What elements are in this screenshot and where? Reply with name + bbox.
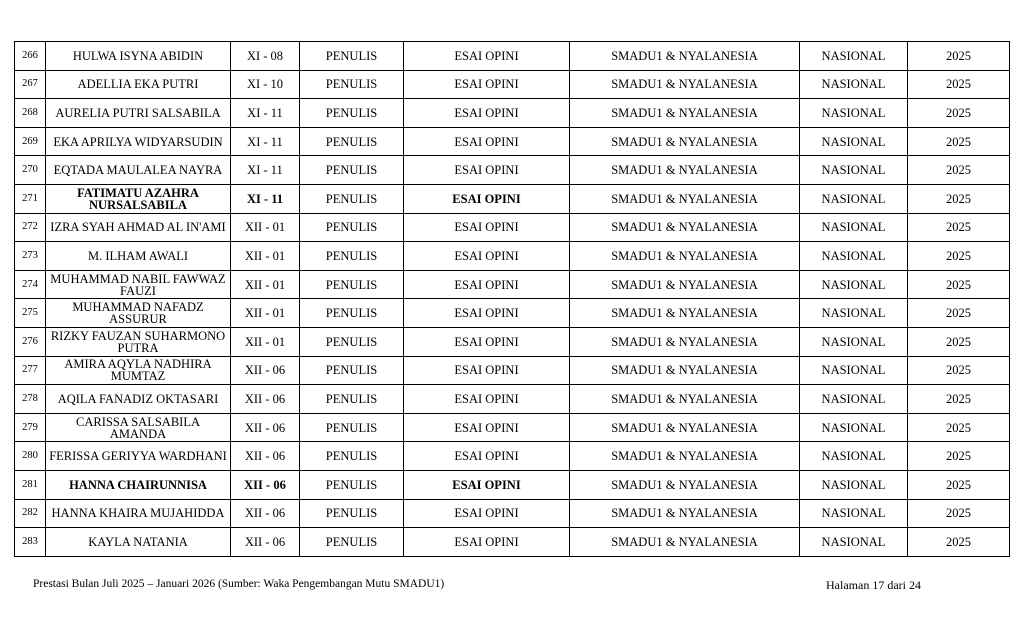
table-row [15,70,1010,99]
table-row [15,499,1010,528]
cell-student-name: RIZKY FAUZAN SUHARMONO PUTRA [46,327,231,356]
cell-class: XII - 06 [231,528,300,557]
cell-level: NASIONAL [800,213,908,242]
cell-number: 269 [15,127,46,156]
cell-student-name: MUHAMMAD NABIL FAWWAZ FAUZI [46,270,231,299]
cell-class: XI - 11 [231,156,300,185]
table-row [15,270,1010,299]
cell-role: PENULIS [300,528,404,557]
table-row [15,528,1010,557]
cell-level: NASIONAL [800,242,908,271]
cell-organizer: SMADU1 & NYALANESIA [570,470,800,499]
cell-class: XI - 11 [231,127,300,156]
cell-level: NASIONAL [800,528,908,557]
cell-level: NASIONAL [800,42,908,71]
cell-role: PENULIS [300,99,404,128]
cell-category: ESAI OPINI [404,385,570,414]
cell-category: ESAI OPINI [404,242,570,271]
cell-role: PENULIS [300,184,404,213]
cell-organizer: SMADU1 & NYALANESIA [570,42,800,71]
table-row [15,184,1010,213]
cell-year: 2025 [908,528,1010,557]
cell-category: ESAI OPINI [404,270,570,299]
cell-role: PENULIS [300,270,404,299]
cell-number: 273 [15,242,46,271]
cell-organizer: SMADU1 & NYALANESIA [570,356,800,385]
table-row [15,213,1010,242]
cell-class: XII - 01 [231,270,300,299]
cell-class: XII - 06 [231,413,300,442]
cell-number: 272 [15,213,46,242]
cell-student-name: AMIRA AQYLA NADHIRA MUMTAZ [46,356,231,385]
cell-role: PENULIS [300,156,404,185]
cell-class: XII - 06 [231,356,300,385]
cell-student-name: ADELLIA EKA PUTRI [46,70,231,99]
table-row [15,299,1010,328]
cell-student-name: HULWA ISYNA ABIDIN [46,42,231,71]
cell-level: NASIONAL [800,499,908,528]
cell-role: PENULIS [300,413,404,442]
cell-year: 2025 [908,385,1010,414]
cell-class: XI - 08 [231,42,300,71]
cell-category: ESAI OPINI [404,528,570,557]
cell-role: PENULIS [300,127,404,156]
cell-organizer: SMADU1 & NYALANESIA [570,299,800,328]
cell-student-name: AQILA FANADIZ OKTASARI [46,385,231,414]
table-row [15,156,1010,185]
cell-category: ESAI OPINI [404,356,570,385]
cell-year: 2025 [908,213,1010,242]
table-row [15,470,1010,499]
cell-student-name: EQTADA MAULALEA NAYRA [46,156,231,185]
cell-role: PENULIS [300,327,404,356]
cell-student-name: FERISSA GERIYYA WARDHANI [46,442,231,471]
table-row [15,442,1010,471]
cell-year: 2025 [908,127,1010,156]
cell-category: ESAI OPINI [404,127,570,156]
cell-category: ESAI OPINI [404,413,570,442]
cell-year: 2025 [908,184,1010,213]
cell-number: 270 [15,156,46,185]
cell-category: ESAI OPINI [404,42,570,71]
cell-number: 280 [15,442,46,471]
cell-category: ESAI OPINI [404,213,570,242]
cell-class: XII - 01 [231,242,300,271]
cell-level: NASIONAL [800,385,908,414]
cell-organizer: SMADU1 & NYALANESIA [570,270,800,299]
cell-organizer: SMADU1 & NYALANESIA [570,499,800,528]
cell-class: XII - 06 [231,385,300,414]
cell-class: XII - 01 [231,299,300,328]
cell-category: ESAI OPINI [404,327,570,356]
cell-number: 278 [15,385,46,414]
cell-year: 2025 [908,156,1010,185]
cell-organizer: SMADU1 & NYALANESIA [570,213,800,242]
cell-student-name: AURELIA PUTRI SALSABILA [46,99,231,128]
cell-role: PENULIS [300,42,404,71]
table-body [15,42,1010,557]
cell-level: NASIONAL [800,156,908,185]
cell-category: ESAI OPINI [404,156,570,185]
cell-role: PENULIS [300,442,404,471]
table-row [15,42,1010,71]
cell-number: 274 [15,270,46,299]
cell-year: 2025 [908,299,1010,328]
cell-year: 2025 [908,499,1010,528]
cell-category: ESAI OPINI [404,70,570,99]
cell-class: XII - 01 [231,213,300,242]
cell-number: 277 [15,356,46,385]
cell-organizer: SMADU1 & NYALANESIA [570,156,800,185]
cell-student-name: CARISSA SALSABILA AMANDA [46,413,231,442]
cell-number: 266 [15,42,46,71]
cell-role: PENULIS [300,242,404,271]
cell-category: ESAI OPINI [404,442,570,471]
cell-level: NASIONAL [800,413,908,442]
cell-student-name: IZRA SYAH AHMAD AL IN'AMI [46,213,231,242]
cell-role: PENULIS [300,385,404,414]
cell-student-name: MUHAMMAD NAFADZ ASSURUR [46,299,231,328]
footer-source: Prestasi Bulan Juli 2025 – Januari 2026 (Sumber: Waka Pengembangan Mutu SMADU1) [33,578,445,590]
table-row [15,242,1010,271]
cell-student-name: KAYLA NATANIA [46,528,231,557]
cell-number: 279 [15,413,46,442]
cell-organizer: SMADU1 & NYALANESIA [570,413,800,442]
cell-organizer: SMADU1 & NYALANESIA [570,127,800,156]
cell-year: 2025 [908,442,1010,471]
cell-year: 2025 [908,242,1010,271]
table-row [15,413,1010,442]
cell-organizer: SMADU1 & NYALANESIA [570,70,800,99]
cell-organizer: SMADU1 & NYALANESIA [570,99,800,128]
cell-category: ESAI OPINI [404,184,570,213]
cell-role: PENULIS [300,499,404,528]
cell-organizer: SMADU1 & NYALANESIA [570,442,800,471]
cell-student-name: M. ILHAM AWALI [46,242,231,271]
cell-role: PENULIS [300,356,404,385]
cell-level: NASIONAL [800,270,908,299]
cell-year: 2025 [908,99,1010,128]
cell-organizer: SMADU1 & NYALANESIA [570,327,800,356]
cell-year: 2025 [908,270,1010,299]
footer-page-number: Halaman 17 dari 24 [826,578,921,592]
cell-class: XI - 10 [231,70,300,99]
cell-role: PENULIS [300,213,404,242]
cell-year: 2025 [908,356,1010,385]
cell-level: NASIONAL [800,99,908,128]
cell-organizer: SMADU1 & NYALANESIA [570,184,800,213]
cell-number: 271 [15,184,46,213]
cell-number: 281 [15,470,46,499]
table-row [15,356,1010,385]
cell-class: XII - 01 [231,327,300,356]
cell-class: XI - 11 [231,184,300,213]
cell-student-name: EKA APRILYA WIDYARSUDIN [46,127,231,156]
cell-number: 275 [15,299,46,328]
cell-year: 2025 [908,42,1010,71]
cell-category: ESAI OPINI [404,299,570,328]
cell-class: XII - 06 [231,499,300,528]
cell-number: 276 [15,327,46,356]
cell-class: XII - 06 [231,442,300,471]
cell-role: PENULIS [300,299,404,328]
cell-category: ESAI OPINI [404,499,570,528]
cell-organizer: SMADU1 & NYALANESIA [570,385,800,414]
cell-student-name: HANNA KHAIRA MUJAHIDDA [46,499,231,528]
cell-level: NASIONAL [800,356,908,385]
cell-number: 267 [15,70,46,99]
cell-level: NASIONAL [800,184,908,213]
table-row [15,127,1010,156]
cell-level: NASIONAL [800,470,908,499]
cell-category: ESAI OPINI [404,470,570,499]
cell-year: 2025 [908,470,1010,499]
cell-student-name: FATIMATU AZAHRA NURSALSABILA [46,184,231,213]
cell-organizer: SMADU1 & NYALANESIA [570,528,800,557]
cell-year: 2025 [908,413,1010,442]
cell-number: 268 [15,99,46,128]
table-row [15,327,1010,356]
cell-level: NASIONAL [800,299,908,328]
cell-level: NASIONAL [800,127,908,156]
cell-year: 2025 [908,327,1010,356]
cell-year: 2025 [908,70,1010,99]
cell-role: PENULIS [300,70,404,99]
cell-number: 283 [15,528,46,557]
table-row [15,99,1010,128]
table-row [15,385,1010,414]
cell-level: NASIONAL [800,442,908,471]
cell-level: NASIONAL [800,70,908,99]
cell-class: XI - 11 [231,99,300,128]
cell-number: 282 [15,499,46,528]
cell-role: PENULIS [300,470,404,499]
cell-organizer: SMADU1 & NYALANESIA [570,242,800,271]
cell-class: XII - 06 [231,470,300,499]
achievement-table [14,41,1010,557]
cell-category: ESAI OPINI [404,99,570,128]
cell-student-name: HANNA CHAIRUNNISA [46,470,231,499]
cell-level: NASIONAL [800,327,908,356]
